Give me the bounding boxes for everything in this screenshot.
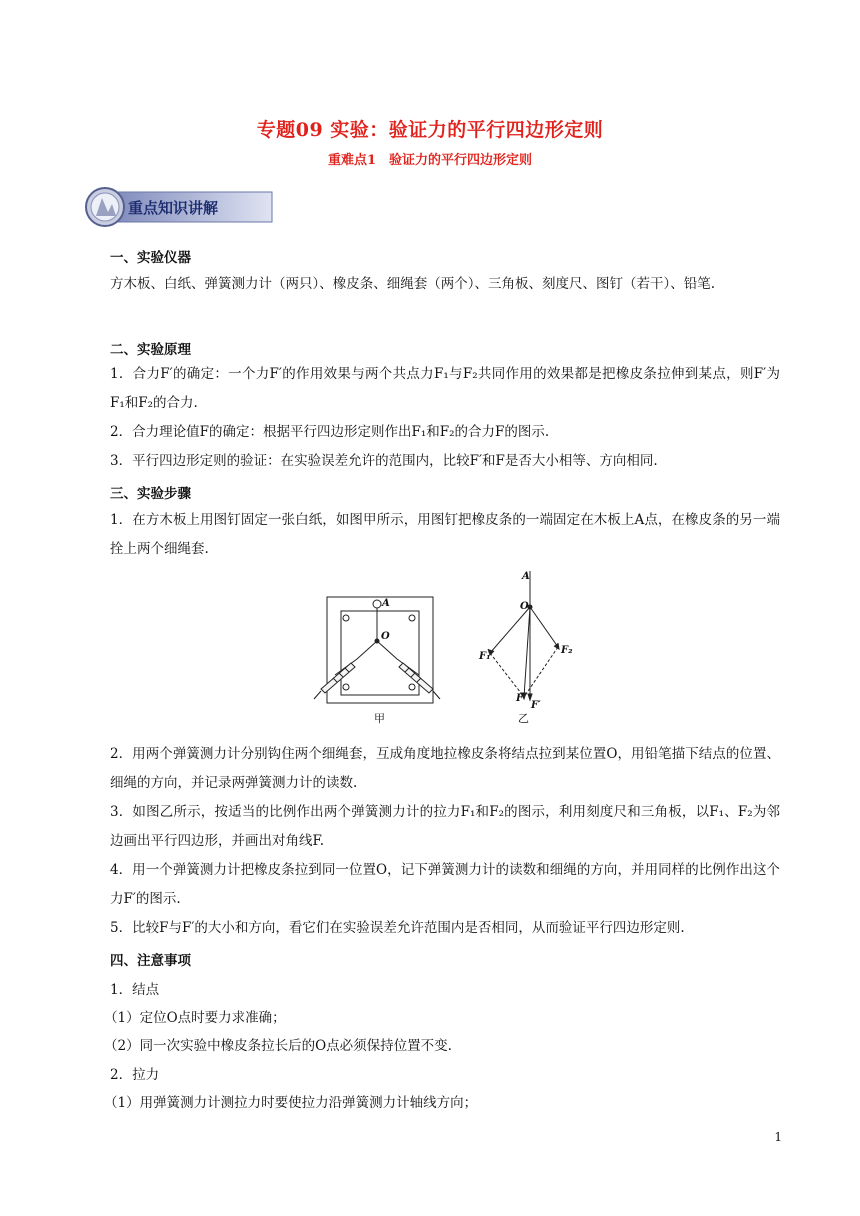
section-heading-steps: 三、实验步骤 — [110, 486, 191, 502]
note-item-1b: （2）同一次实验中橡皮条拉长后的O点必须保持位置不变. — [104, 1038, 452, 1054]
note-item-2: 2．拉力 — [110, 1067, 160, 1083]
section-heading-notes: 四、注意事项 — [110, 953, 191, 969]
figure-yi — [488, 571, 559, 700]
section-heading-instruments: 一、实验仪器 — [110, 250, 191, 266]
paragraph-step-5: 5．比较F与F′的大小和方向，看它们在实验误差允许范围内是否相同，从而验证平行四边形定则. — [110, 920, 685, 936]
label-F-prime: F′ — [531, 700, 541, 711]
label-O-yi: O — [520, 601, 529, 612]
figure-jia — [314, 597, 440, 703]
paragraph-instruments: 方木板、白纸、弹簧测力计（两只）、橡皮条、细绳套（两个）、三角板、刻度尺、图钉（若干）、铅笔. — [110, 276, 716, 292]
paragraph-principle-1: 1．合力F′的确定：一个力F′的作用效果与两个共点力F₁与F₂共同作用的效果都是把橡皮条拉伸到某点，则F′为F₁和F₂的合力. — [110, 366, 780, 411]
label-O-jia: O — [381, 631, 390, 642]
experiment-figure — [305, 567, 595, 727]
paragraph-principle-3: 3．平行四边形定则的验证：在实验误差允许的范围内，比较F′和F是否大小相等、方向相同. — [110, 453, 658, 469]
paragraph-step-3: 3．如图乙所示，按适当的比例作出两个弹簧测力计的拉力F₁和F₂的图示，利用刻度尺和三角板，以F₁、F₂为邻边画出平行四边形，并画出对角线F. — [110, 804, 780, 849]
label-A-jia: A — [382, 598, 390, 609]
spring-balance-left-icon — [314, 663, 355, 699]
document-title: 专题09 实验：验证力的平行四边形定则 — [256, 119, 604, 141]
note-item-1: 1．结点 — [110, 982, 160, 998]
banner-text: 重点知识讲解 — [128, 199, 219, 217]
label-jia: 甲 — [374, 712, 385, 725]
label-F1: F₁ — [479, 651, 491, 662]
paragraph-principle-2: 2．合力理论值F的确定：根据平行四边形定则作出F₁和F₂的合力F的图示. — [110, 424, 550, 440]
label-yi: 乙 — [518, 712, 529, 725]
section-heading-principle: 二、实验原理 — [110, 342, 191, 358]
note-item-2a: （1）用弹簧测力计测拉力时要使拉力沿弹簧测力计轴线方向； — [104, 1095, 478, 1111]
label-F: F — [516, 693, 524, 704]
key-knowledge-banner — [84, 186, 274, 228]
label-F2: F₂ — [561, 645, 573, 656]
paragraph-step-2: 2．用两个弹簧测力计分别钩住两个细绳套，互成角度地拉橡皮条将结点拉到某位置O，用铅笔描下结点的位置、细绳的方向，并记录两弹簧测力计的读数. — [110, 746, 780, 791]
note-item-1a: （1）定位O点时要力求准确； — [104, 1010, 286, 1026]
label-A-yi: A — [522, 571, 530, 582]
paragraph-step-4: 4．用一个弹簧测力计把橡皮条拉到同一位置O，记下弹簧测力计的读数和细绳的方向，并用同样的比例作出这个力F′的图示. — [110, 862, 780, 907]
document-subtitle: 重难点1 验证力的平行四边形定则 — [327, 153, 533, 168]
paragraph-step-1: 1．在方木板上用图钉固定一张白纸，如图甲所示，用图钉把橡皮条的一端固定在木板上A点，在橡皮条的另一端拴上两个细绳套. — [110, 512, 780, 557]
page-number: 1 — [774, 1130, 782, 1144]
